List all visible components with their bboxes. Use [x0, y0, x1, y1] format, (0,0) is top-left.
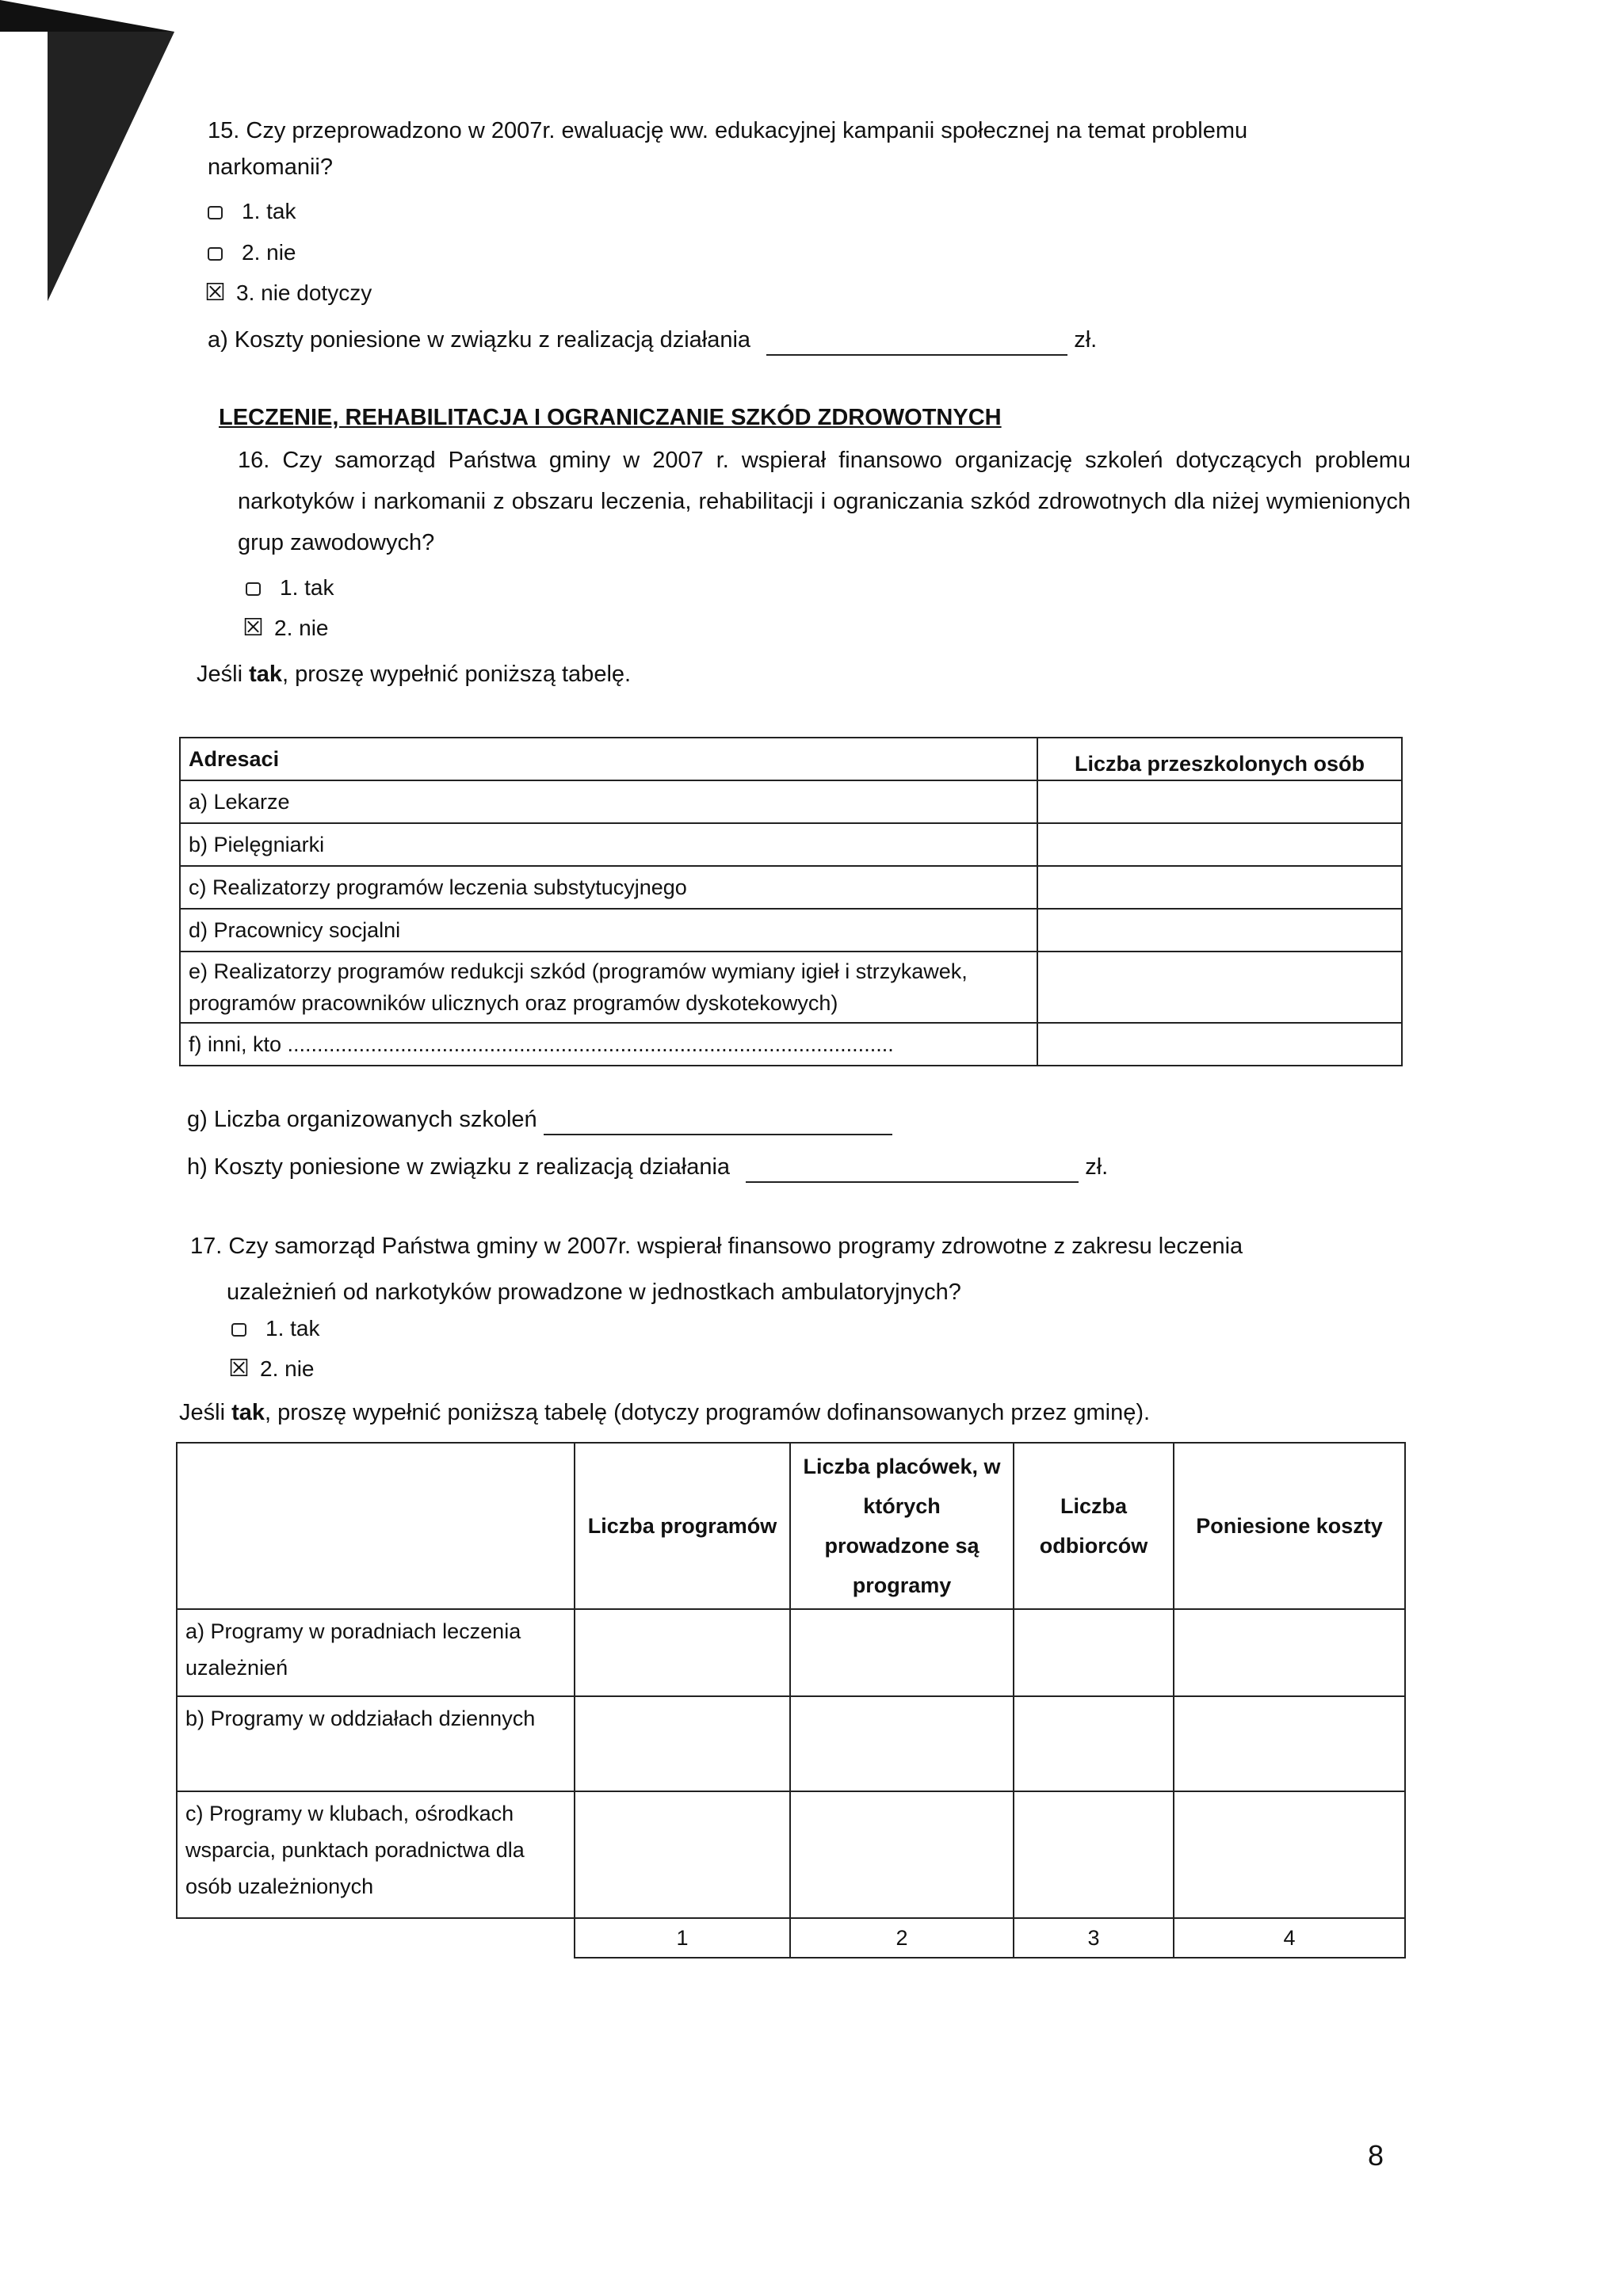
input-cell[interactable] — [1174, 1696, 1405, 1791]
q15-option-3[interactable]: ☒ 3. nie dotyczy — [204, 280, 372, 306]
q16-instruction: Jeśli tak, proszę wypełnić poniższą tabelę. — [197, 662, 632, 687]
input-cell[interactable] — [575, 1609, 790, 1696]
col-header-facilities: Liczba placówek, w których prowadzone są programy — [790, 1443, 1014, 1609]
row-label: a) Programy w poradniach leczenia uzależnień — [177, 1609, 575, 1696]
column-number: 4 — [1174, 1918, 1405, 1958]
input-cell[interactable] — [1037, 780, 1402, 823]
checked-checkbox-icon[interactable]: ☒ — [242, 615, 264, 641]
q16-currency: zł. — [1085, 1154, 1109, 1180]
input-cell[interactable] — [1014, 1791, 1174, 1918]
input-cell[interactable] — [575, 1791, 790, 1918]
q17-option-2[interactable]: ☒ 2. nie — [228, 1356, 315, 1382]
input-cell[interactable] — [790, 1696, 1014, 1791]
q15-currency: zł. — [1074, 327, 1098, 353]
input-cell[interactable] — [1037, 952, 1402, 1023]
q15-costs-row — [208, 326, 1097, 356]
scan-artifact — [0, 0, 190, 333]
col-header-liczba: Liczba przeszkolonych osób — [1037, 738, 1402, 780]
column-number: 1 — [575, 1918, 790, 1958]
empty-corner-cell — [177, 1443, 575, 1609]
table-row — [180, 1023, 1402, 1066]
input-cell[interactable] — [790, 1791, 1014, 1918]
table-row — [180, 780, 1402, 823]
checked-checkbox-icon[interactable]: ☒ — [228, 1356, 250, 1382]
row-label: b) Programy w oddziałach dziennych — [177, 1696, 575, 1791]
checkbox-icon[interactable] — [246, 582, 261, 596]
column-number: 2 — [790, 1918, 1014, 1958]
q15-question-line1: 15. Czy przeprowadzono w 2007r. ewaluację ww. edukacyjnej kampanii społecznej na temat problemu — [208, 118, 1248, 143]
row-label: e) Realizatorzy programów redukcji szkód (programów wymiany igieł i strzykawek, programów pracowników ulicznych oraz programów dyskotekowych) — [180, 952, 1037, 1023]
table-row — [180, 823, 1402, 866]
input-cell[interactable] — [1014, 1696, 1174, 1791]
table-row — [180, 952, 1402, 1023]
q17-question-line1: 17. Czy samorząd Państwa gminy w 2007r. wspierał finansowo programy zdrowotne z zakresu leczenia — [190, 1234, 1243, 1259]
q15-costs-field[interactable] — [766, 326, 1067, 356]
q15-option-1[interactable]: 1. tak — [208, 198, 296, 225]
row-label: c) Realizatorzy programów leczenia substytucyjnego — [180, 866, 1037, 909]
col-header-costs: Poniesione koszty — [1174, 1443, 1405, 1609]
q16-costs-field[interactable] — [746, 1154, 1079, 1183]
q16-trainings-row — [187, 1106, 892, 1135]
row-label: b) Pielęgniarki — [180, 823, 1037, 866]
table-row — [177, 1609, 1405, 1696]
input-cell[interactable] — [1037, 1023, 1402, 1066]
row-label: c) Programy w klubach, ośrodkach wsparcia, punktach poradnictwa dla osób uzależnionych — [177, 1791, 575, 1918]
col-header-programs: Liczba programów — [575, 1443, 790, 1609]
table-row — [177, 1791, 1405, 1918]
q17-question-line2: uzależnień od narkotyków prowadzone w jednostkach ambulatoryjnych? — [227, 1280, 961, 1305]
input-cell[interactable] — [1174, 1791, 1405, 1918]
checkbox-icon[interactable] — [208, 206, 223, 219]
q15-option-2[interactable]: 2. nie — [208, 239, 296, 266]
column-number: 3 — [1014, 1918, 1174, 1958]
table-row — [177, 1696, 1405, 1791]
table-row — [180, 866, 1402, 909]
row-label: a) Lekarze — [180, 780, 1037, 823]
empty-cell — [177, 1918, 575, 1958]
input-cell[interactable] — [1037, 823, 1402, 866]
input-cell[interactable] — [1014, 1609, 1174, 1696]
checked-checkbox-icon[interactable]: ☒ — [204, 280, 226, 306]
input-cell[interactable] — [790, 1609, 1014, 1696]
input-cell[interactable] — [575, 1696, 790, 1791]
input-cell[interactable] — [1037, 866, 1402, 909]
table-row — [180, 909, 1402, 952]
table-header-row — [177, 1443, 1405, 1609]
q16-trainings-label: g) Liczba organizowanych szkoleń — [187, 1107, 537, 1132]
q16-option-2[interactable]: ☒ 2. nie — [242, 615, 329, 641]
page-number: 8 — [1368, 2139, 1384, 2172]
q16-costs-label: h) Koszty poniesione w związku z realizacją działania — [187, 1154, 731, 1180]
column-number-row — [177, 1918, 1405, 1958]
q16-table — [179, 737, 1403, 1066]
q16-trainings-field[interactable] — [544, 1106, 892, 1135]
section-heading: LECZENIE, REHABILITACJA I OGRANICZANIE SZKÓD ZDROWOTNYCH — [219, 405, 1002, 430]
q16-question: 16. Czy samorząd Państwa gminy w 2007 r. wspierał finansowo organizację szkoleń dotyczących problemu narkotyków i narkomanii z obszaru leczenia, rehabilitacji i ograniczania szkód zdrowotnych dla niżej wymienionych grup zawodowych? — [238, 448, 1411, 555]
q15-question-line2: narkomanii? — [208, 154, 333, 180]
row-label: f) inni, kto ...................................................................................................... — [180, 1023, 1037, 1066]
col-header-recipients: Liczba odbiorców — [1014, 1443, 1174, 1609]
col-header-adresaci: Adresaci — [180, 738, 1037, 780]
q17-instruction: Jeśli tak, proszę wypełnić poniższą tabelę (dotyczy programów dofinansowanych przez gminę). — [179, 1400, 1151, 1425]
table-header-row — [180, 738, 1402, 780]
q15-costs-label: a) Koszty poniesione w związku z realizacją działania — [208, 327, 751, 353]
q17-table — [176, 1442, 1406, 1958]
checkbox-icon[interactable] — [231, 1323, 246, 1337]
input-cell[interactable] — [1174, 1609, 1405, 1696]
q16-option-1[interactable]: 1. tak — [246, 574, 334, 601]
checkbox-icon[interactable] — [208, 247, 223, 261]
input-cell[interactable] — [1037, 909, 1402, 952]
q17-option-1[interactable]: 1. tak — [231, 1315, 319, 1342]
q16-costs-row — [187, 1154, 1108, 1183]
row-label: d) Pracownicy socjalni — [180, 909, 1037, 952]
